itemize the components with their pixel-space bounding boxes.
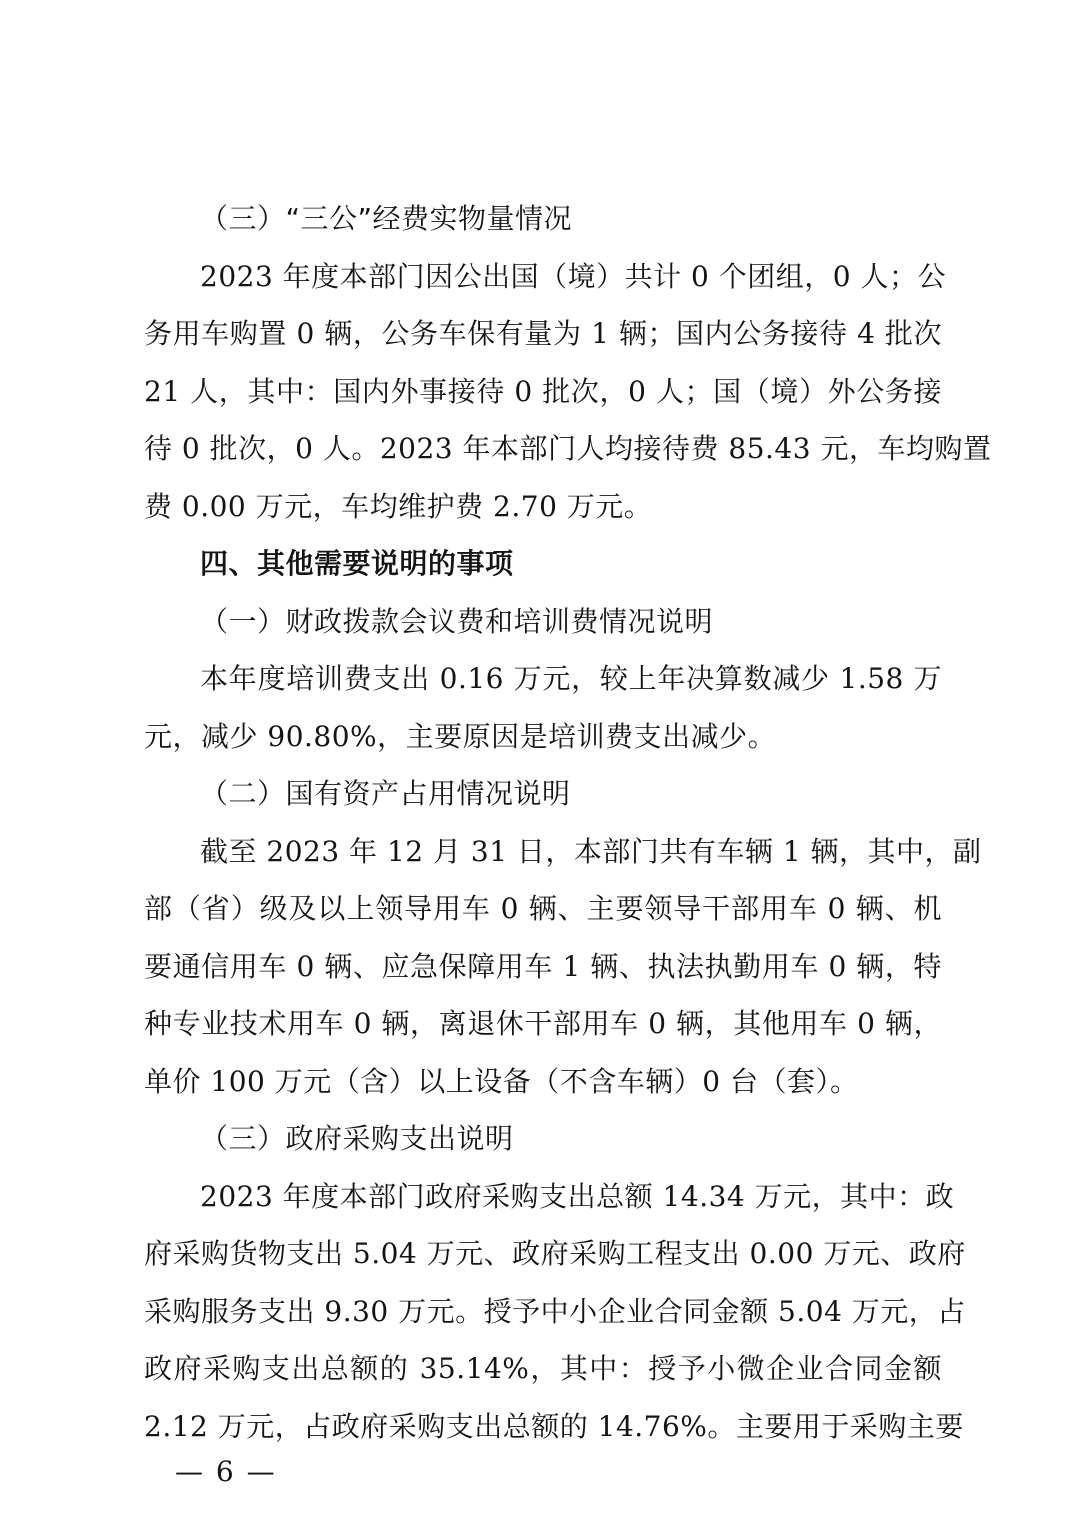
- paragraph-line: 要通信用车 0 辆、应急保障用车 1 辆、执法执勤用车 0 辆，特: [144, 949, 942, 983]
- subheading-line: （二）国有资产占用情况说明: [200, 777, 571, 810]
- body-paragraph: [144, 1168, 966, 1456]
- subheading-line: （三）“三公”经费实物量情况: [200, 202, 573, 235]
- body-paragraph: [144, 248, 992, 536]
- subheading-line: （三）政府采购支出说明: [200, 1122, 514, 1155]
- body-paragraph: [144, 823, 982, 1111]
- section-subheading: [144, 1110, 942, 1168]
- paragraph-line: 2023 年度本部门政府采购支出总额 14.34 万元，其中：政: [200, 1179, 955, 1213]
- paragraph-line: 21 人，其中：国内外事接待 0 批次，0 人；国（境）外公务接: [144, 374, 942, 408]
- document-page: [144, 190, 992, 1455]
- paragraph-line: 截至 2023 年 12 月 31 日，本部门共有车辆 1 辆，其中，副: [200, 834, 982, 868]
- paragraph-line: 元，减少 90.80%，主要原因是培训费支出减少。: [144, 719, 777, 753]
- body-paragraph: [144, 650, 942, 765]
- paragraph-line: 待 0 批次，0 人。2023 年本部门人均接待费 85.43 元，车均购置: [144, 432, 992, 465]
- paragraph-line: 采购服务支出 9.30 万元。授予中小企业合同金额 5.04 万元，占: [144, 1294, 966, 1328]
- paragraph-line: 部（省）级及以上领导用车 0 辆、主要领导干部用车 0 辆、机: [144, 892, 942, 925]
- page-number: — 6 —: [175, 1455, 277, 1488]
- paragraph-line: 府采购货物支出 5.04 万元、政府采购工程支出 0.00 万元、政府: [144, 1237, 966, 1270]
- section-subheading: [144, 593, 942, 651]
- paragraph-line: 费 0.00 万元，车均维护费 2.70 万元。: [144, 489, 653, 523]
- paragraph-line: 务用车购置 0 辆，公务车保有量为 1 辆；国内公务接待 4 批次: [144, 317, 942, 350]
- paragraph-line: 种专业技术用车 0 辆，离退休干部用车 0 辆，其他用车 0 辆，: [144, 1007, 942, 1040]
- subheading-line: （一）财政拨款会议费和培训费情况说明: [200, 604, 714, 638]
- paragraph-line: 2.12 万元，占政府采购支出总额的 14.76%。主要用于采购主要: [144, 1409, 964, 1443]
- section-heading: [144, 535, 942, 593]
- section-subheading: [144, 765, 942, 823]
- paragraph-line: 2023 年度本部门因公出国（境）共计 0 个团组，0 人；公: [200, 259, 946, 293]
- heading-line: 四、其他需要说明的事项: [200, 547, 514, 580]
- paragraph-line: 政府采购支出总额的 35.14%，其中：授予小微企业合同金额: [144, 1352, 942, 1385]
- paragraph-line: 本年度培训费支出 0.16 万元，较上年决算数减少 1.58 万: [200, 662, 942, 695]
- section-subheading: [144, 190, 942, 248]
- paragraph-line: 单价 100 万元（含）以上设备（不含车辆）0 台（套）。: [144, 1064, 859, 1098]
